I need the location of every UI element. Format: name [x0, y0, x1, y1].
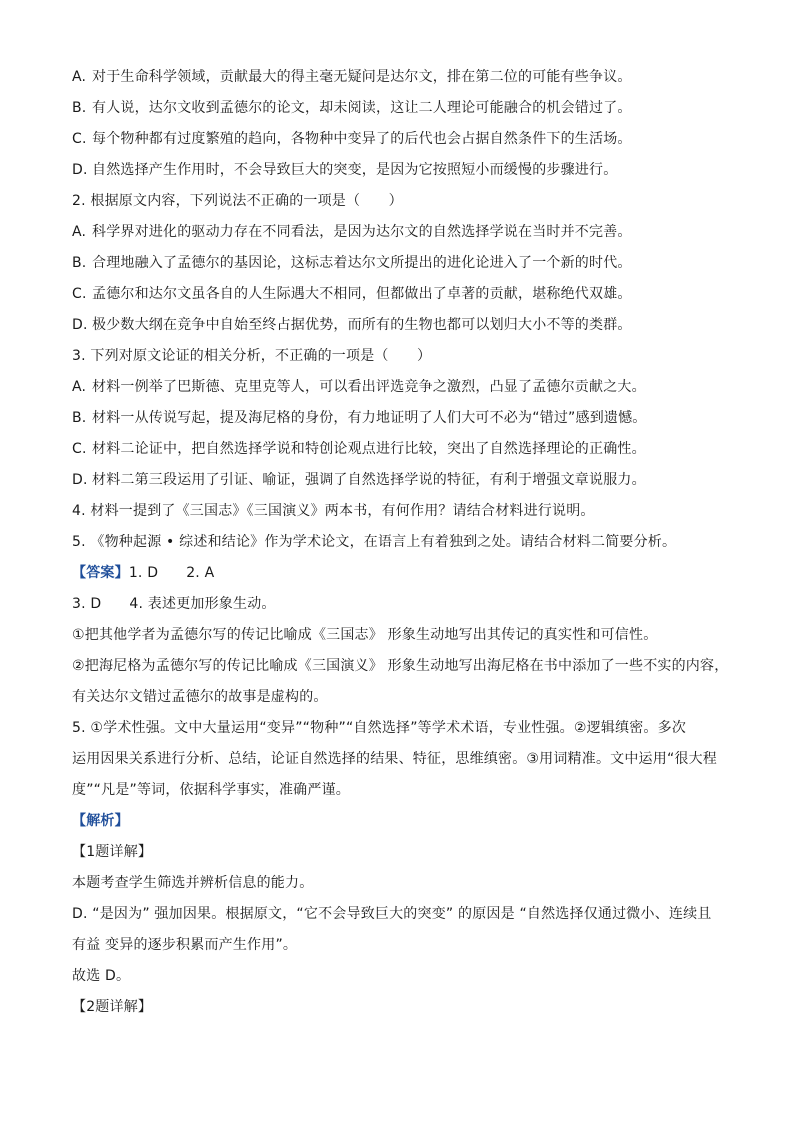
q5-stem: 5. 《物种起源 • 综述和结论》作为学术论文，在语言上有着独到之处。请结合材料二简要分析。 [72, 534, 677, 550]
q2-option-d: D. 极少数大纲在竞争中自始至终占据优势，而所有的生物也都可以划归大小不等的类群。 [72, 317, 632, 333]
answer-5-line-2: 运用因果关系进行分析、总结，论证自然选择的结果、特征，思维缜密。③用词精准。文中运用“很大程 [72, 751, 718, 767]
answer-3-4 [72, 589, 734, 620]
q3-option-a: A. 材料一例举了巴斯德、克里克等人，可以看出评选竞争之激烈，凸显了孟德尔贡献之大。 [72, 379, 646, 395]
detail-2-title: 【2题详解】 [72, 999, 153, 1015]
answer-4: 4. 表述更加形象生动。 [129, 596, 276, 612]
answer-1: 1. D [128, 565, 159, 581]
answer-2: 2. A [186, 565, 215, 581]
analysis-label: 【解析】 [72, 813, 129, 829]
detail-1-title: 【1题详解】 [72, 844, 153, 860]
q3-option-b: B. 材料一从传说写起，提及海尼格的身份，有力地证明了人们大可不必为“错过”感到遗憾。 [72, 410, 647, 426]
q1-option-b: B. 有人说，达尔文收到孟德尔的论文，却未阅读，这让二人理论可能融合的机会错过了。 [72, 100, 632, 116]
q3-stem: 3. 下列对原文论证的相关分析，不正确的一项是（ ） [72, 348, 432, 364]
q2-option-b: B. 合理地融入了孟德尔的基因论，这标志着达尔文所提出的进化论进入了一个新的时代。 [72, 255, 632, 271]
q3-option-c: C. 材料二论证中，把自然选择学说和特创论观点进行比较，突出了自然选择理论的正确性。 [72, 441, 646, 457]
answer-5-line-3: 度”“凡是”等词，依据科学事实，准确严谨。 [72, 782, 350, 798]
q3-option-d: D. 材料二第三段运用了引证、喻证，强调了自然选择学说的特征，有利于增强文章说服力。 [72, 472, 646, 488]
q1-option-a: A. 对于生命科学领域，贡献最大的得主毫无疑问是达尔文，排在第二位的可能有些争议。 [72, 69, 632, 85]
answer-4-point-2-line-1: ②把海尼格为孟德尔写的传记比喻成《三国演义》 形象生动地写出海尼格在书中添加了一些不实的内容， [72, 658, 729, 674]
answer-3: 3. D [72, 596, 102, 612]
detail-1-line-1: 本题考查学生筛选并辨析信息的能力。 [72, 875, 314, 891]
q4-stem: 4. 材料一提到了《三国志》《三国演义》两本书，有何作用？请结合材料进行说明。 [72, 503, 595, 519]
q1-option-d: D. 自然选择产生作用时，不会导致巨大的突变，是因为它按照短小而缓慢的步骤进行。 [72, 162, 618, 178]
answer-5-line-1: 5. ①学术性强。文中大量运用“变异”“物种”“自然选择”等学术术语，专业性强。②逻辑缜密。多次 [72, 720, 687, 736]
q2-option-c: C. 孟德尔和达尔文虽各自的人生际遇大不相同，但都做出了卓著的贡献，堪称绝代双雄。 [72, 286, 632, 302]
analysis-header [72, 806, 734, 837]
q1-option-c: C. 每个物种都有过度繁殖的趋向，各物种中变异了的后代也会占据自然条件下的生活场。 [72, 131, 632, 147]
answer-4-point-1: ①把其他学者为孟德尔写的传记比喻成《三国志》 形象生动地写出其传记的真实性和可信性。 [72, 627, 658, 643]
detail-1-line-4: 故选 D。 [72, 968, 131, 984]
answer-header [72, 558, 734, 589]
q2-option-a: A. 科学界对进化的驱动力存在不同看法，是因为达尔文的自然选择学说在当时并不完善。 [72, 224, 632, 240]
answer-4-point-2-line-2: 有关达尔文错过孟德尔的故事是虚构的。 [72, 689, 328, 705]
q2-stem: 2. 根据原文内容，下列说法不正确的一项是（ ） [72, 193, 403, 209]
answer-label: 【答案】 [72, 565, 129, 581]
detail-1-line-3: 有益 变异的逐步积累而产生作用”。 [72, 937, 298, 953]
detail-1-line-2: D. “是因为” 强加因果。根据原文，“它不会导致巨大的突变” 的原因是 “自然选择仅通过微小、连续且 [72, 906, 712, 922]
